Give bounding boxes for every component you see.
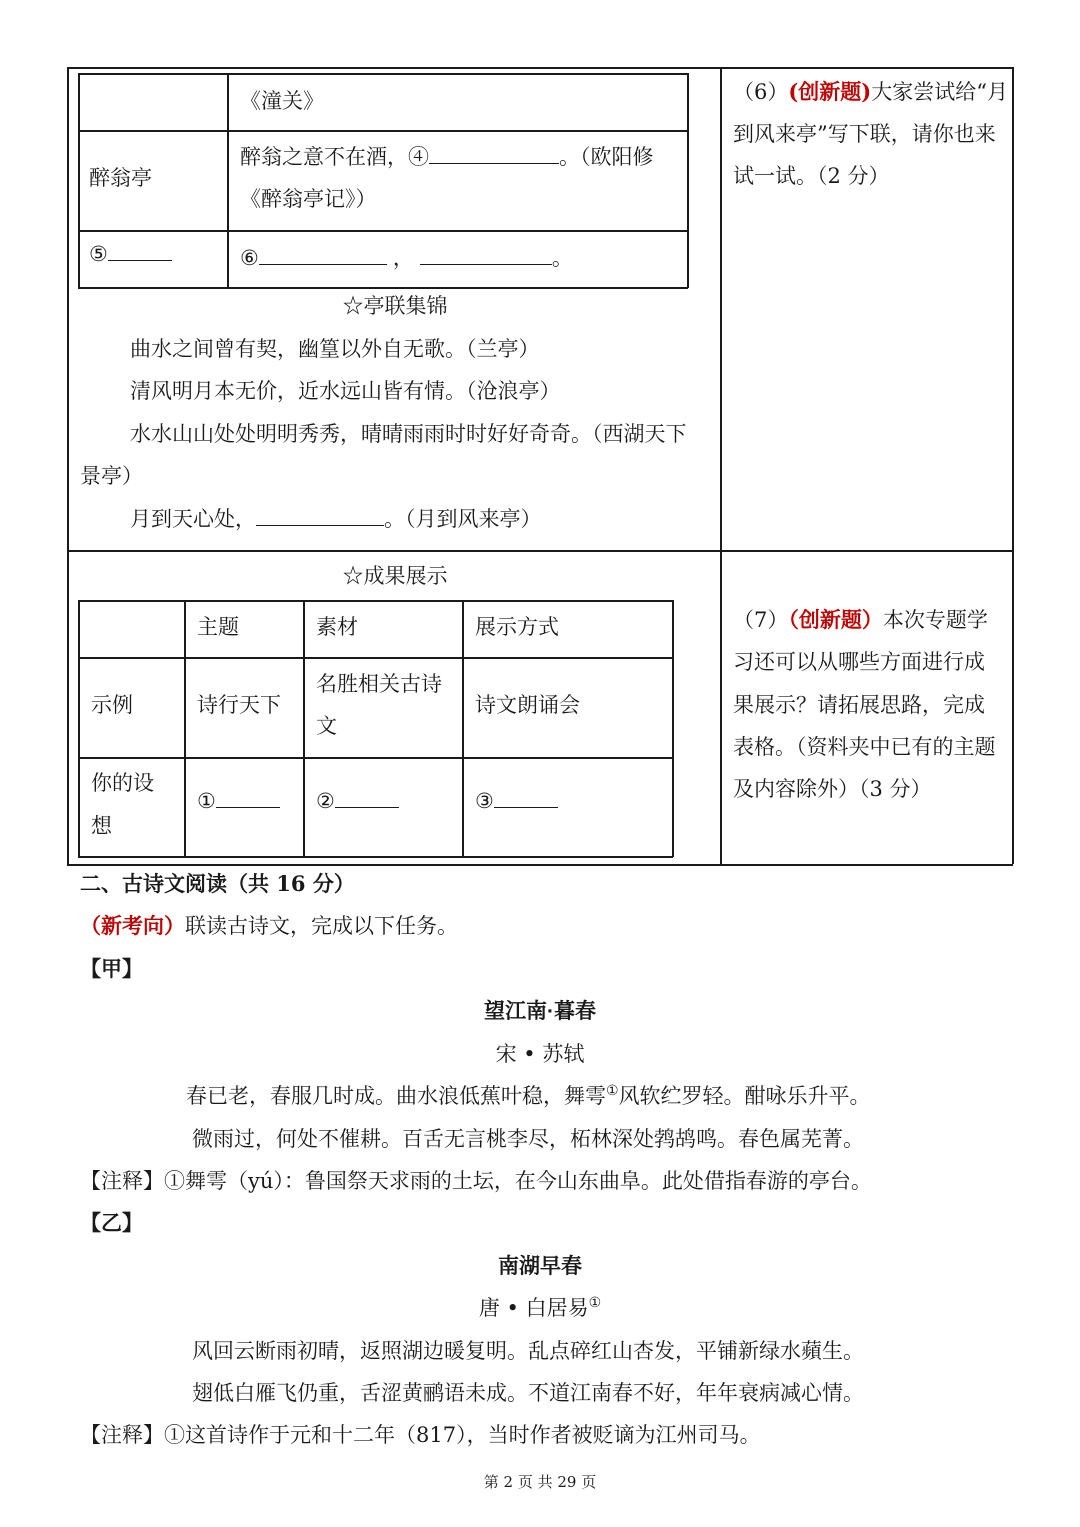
example-material-1: 名胜相关古诗 xyxy=(316,672,442,696)
outer-left-border xyxy=(67,67,69,864)
blank-6a[interactable] xyxy=(259,246,387,265)
blank-couplet[interactable] xyxy=(256,507,384,526)
yours-blank-1: ① xyxy=(197,789,280,813)
jia-label: 【甲】 xyxy=(80,956,143,981)
outer-divider-horizontal xyxy=(67,550,1013,552)
q7-line5: 及内容除外）（3 分） xyxy=(733,777,932,801)
section2-task: （新考向）联读古诗文，完成以下任务。 xyxy=(80,913,458,938)
couplet-line-2: 清风明月本无价，近水远山皆有情。（沧浪亭） xyxy=(130,379,561,403)
outer-divider-vertical xyxy=(720,67,722,864)
poem2-note: 【注释】①这首诗作于元和十二年（817），当时作者被贬谪为江州司马。 xyxy=(80,1423,761,1447)
row2-place: 醉翁亭 xyxy=(89,166,152,190)
outer-right-border xyxy=(1012,67,1014,864)
poem2-line1: 风回云断雨初晴，返照湖边暖复明。乱点碎红山杏发，平铺新绿水蘋生。 xyxy=(192,1339,864,1363)
poem1-line1: 春已老，春服几时成。曲水浪低蕉叶稳，舞雩①风软纻罗轻。酣咏乐升平。 xyxy=(186,1083,871,1108)
section2-title: 二、古诗文阅读（共 16 分） xyxy=(80,871,355,896)
poem1-note: 【注释】①舞雩（yú）：鲁国祭天求雨的土坛，在今山东曲阜。此处借指春游的亭台。 xyxy=(80,1169,872,1193)
yours-label-1: 你的设 xyxy=(91,771,154,795)
q7-line1: （7）（创新题）本次专题学 xyxy=(733,607,988,632)
q6-line1: （6）(创新题)大家尝试给“月 xyxy=(733,79,1008,104)
header-mode: 展示方式 xyxy=(475,615,559,639)
blank-4[interactable] xyxy=(429,145,559,164)
blank-6b[interactable] xyxy=(420,246,552,265)
header-material: 素材 xyxy=(316,615,358,639)
example-mode: 诗文朗诵会 xyxy=(475,693,580,717)
row2-line1: 醉翁之意不在酒，④ 。（欧阳修 xyxy=(240,145,654,169)
poem2-line2: 翅低白雁飞仍重，舌涩黄鹂语未成。不道江南春不好，年年衰病减心情。 xyxy=(192,1381,864,1405)
blank-5[interactable] xyxy=(108,242,172,261)
example-material-2: 文 xyxy=(316,714,337,738)
outer-bottom-border xyxy=(67,864,1013,866)
poem2-title: 南湖早春 xyxy=(498,1255,582,1278)
q7-line3: 果展示？请拓展思路，完成 xyxy=(733,693,985,717)
yi-label: 【乙】 xyxy=(80,1210,143,1235)
couplet-line-3-wrap: 景亭） xyxy=(80,464,143,488)
q7-line2: 习还可以从哪些方面进行成 xyxy=(733,650,985,674)
couplet-line-last: 月到天心处， 。（月到风来亭） xyxy=(130,507,542,531)
example-theme: 诗行天下 xyxy=(197,693,281,717)
q6-line2: 到风来亭”写下联，请你也来 xyxy=(733,122,996,146)
page-footer: 第 2 页 共 29 页 xyxy=(483,1473,597,1491)
poem1-author: 宋 • 苏轼 xyxy=(495,1042,585,1066)
outer-top-border xyxy=(67,67,1013,69)
poem1-line2: 微雨过，何处不催耕。百舌无言桃李尽，柘林深处鹁鸪鸣。春色属芜菁。 xyxy=(192,1127,864,1151)
row3-place: ⑤ xyxy=(89,242,172,266)
poem1-title: 望江南·暮春 xyxy=(484,1000,596,1023)
example-label: 示例 xyxy=(91,693,133,717)
row3-content: ⑥ ， 。 xyxy=(240,246,573,270)
couplet-line-3: 水水山山处处明明秀秀，晴晴雨雨时时好好奇奇。（西湖天下 xyxy=(130,422,687,446)
q7-line4: 表格。（资料夹中已有的主题 xyxy=(733,735,996,759)
couplet-line-1: 曲水之间曾有契，幽篁以外自无歌。（兰亭） xyxy=(130,337,540,361)
yours-blank-3: ③ xyxy=(475,789,558,813)
yours-label-2: 想 xyxy=(91,814,112,838)
row2-line2: 《醉翁亭记》） xyxy=(240,187,377,211)
results-heading: ☆成果展示 xyxy=(342,564,448,588)
q6-line3: 试一试。（2 分） xyxy=(733,164,890,188)
couplet-heading: ☆亭联集锦 xyxy=(342,294,448,318)
yours-blank-2: ② xyxy=(316,789,399,813)
poem2-author: 唐 • 白居易① xyxy=(478,1295,602,1320)
header-theme: 主题 xyxy=(197,615,239,639)
row1-content: 《潼关》 xyxy=(240,89,324,113)
